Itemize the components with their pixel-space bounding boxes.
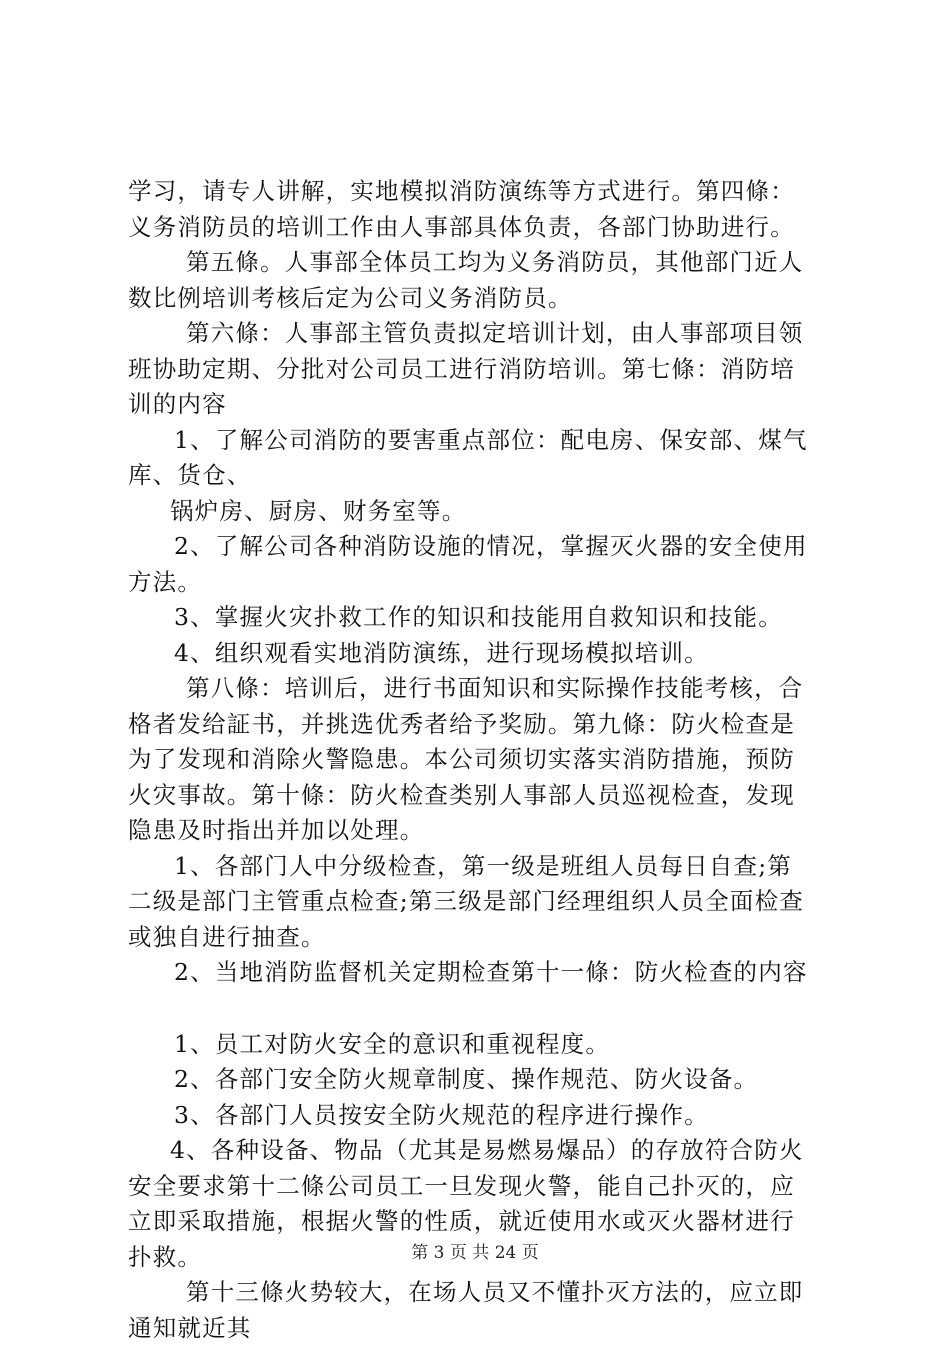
text-line: 火灾事故。第十條：防火检查类别人事部人员巡视检查，发现 (128, 778, 834, 814)
text-line: 2、了解公司各种消防设施的情况，掌握灭火器的安全使用 (128, 529, 834, 565)
text-line: 1、了解公司消防的要害重点部位：配电房、保安部、煤气 (128, 423, 834, 459)
text-line: 2、当地消防监督机关定期检查第十一條：防火检查的内容 (128, 955, 834, 991)
text-line: 4、组织观看实地消防演练，进行现场模拟培训。 (128, 636, 834, 672)
text-line: 二级是部门主管重点检查;第三级是部门经理组织人员全面检查 (128, 884, 834, 920)
text-line: 3、各部门人员按安全防火规范的程序进行操作。 (128, 1098, 834, 1134)
text-line: 班协助定期、分批对公司员工进行消防培训。第七條：消防培 (128, 352, 834, 388)
paragraph-gap (128, 991, 834, 1027)
text-line: 数比例培训考核后定为公司义务消防员。 (128, 281, 834, 317)
page-number-footer: 第 3 页 共 24 页 (0, 1242, 950, 1264)
text-line: 库、货仓、 (128, 458, 834, 494)
text-line: 学习，请专人讲解，实地模拟消防演练等方式进行。第四條： (128, 174, 834, 210)
text-line: 立即采取措施，根据火警的性质，就近使用水或灭火器材进行 (128, 1204, 834, 1240)
text-line: 2、各部门安全防火规章制度、操作规范、防火设备。 (128, 1062, 834, 1098)
text-line: 隐患及时指出并加以处理。 (128, 813, 834, 849)
text-line: 1、各部门人中分级检查，第一级是班组人员每日自查;第 (128, 849, 834, 885)
text-line: 1、员工对防火安全的意识和重视程度。 (128, 1027, 834, 1063)
text-line: 安全要求第十二條公司员工一旦发现火警，能自己扑灭的，应 (128, 1169, 834, 1205)
text-line: 锅炉房、厨房、财务室等。 (128, 494, 834, 530)
text-line: 第六條：人事部主管负责拟定培训计划，由人事部项目领 (128, 316, 834, 352)
text-line: 义务消防员的培训工作由人事部具体负责，各部门协助进行。 (128, 210, 834, 246)
text-line: 格者发给証书，并挑选优秀者给予奖励。第九條：防火检查是 (128, 707, 834, 743)
text-line: 第八條：培训后，进行书面知识和实际操作技能考核，合 (128, 671, 834, 707)
text-line: 3、掌握火灾扑救工作的知识和技能用自救知识和技能。 (128, 600, 834, 636)
text-line: 训的内容 (128, 387, 834, 423)
text-line: 方法。 (128, 565, 834, 601)
text-line: 为了发现和消除火警隐患。本公司须切实落实消防措施，预防 (128, 742, 834, 778)
text-line: 第十三條火势较大，在场人员又不懂扑灭方法的，应立即 (128, 1275, 834, 1311)
text-line: 4、各种设备、物品（尤其是易燃易爆品）的存放符合防火 (128, 1133, 834, 1169)
text-line: 扑救。 (128, 1240, 834, 1276)
text-line: 通知就近其 (128, 1311, 834, 1346)
text-line: 第五條。人事部全体员工均为义务消防员，其他部门近人 (128, 245, 834, 281)
document-body (128, 174, 834, 1346)
text-line: 或独自进行抽查。 (128, 920, 834, 956)
